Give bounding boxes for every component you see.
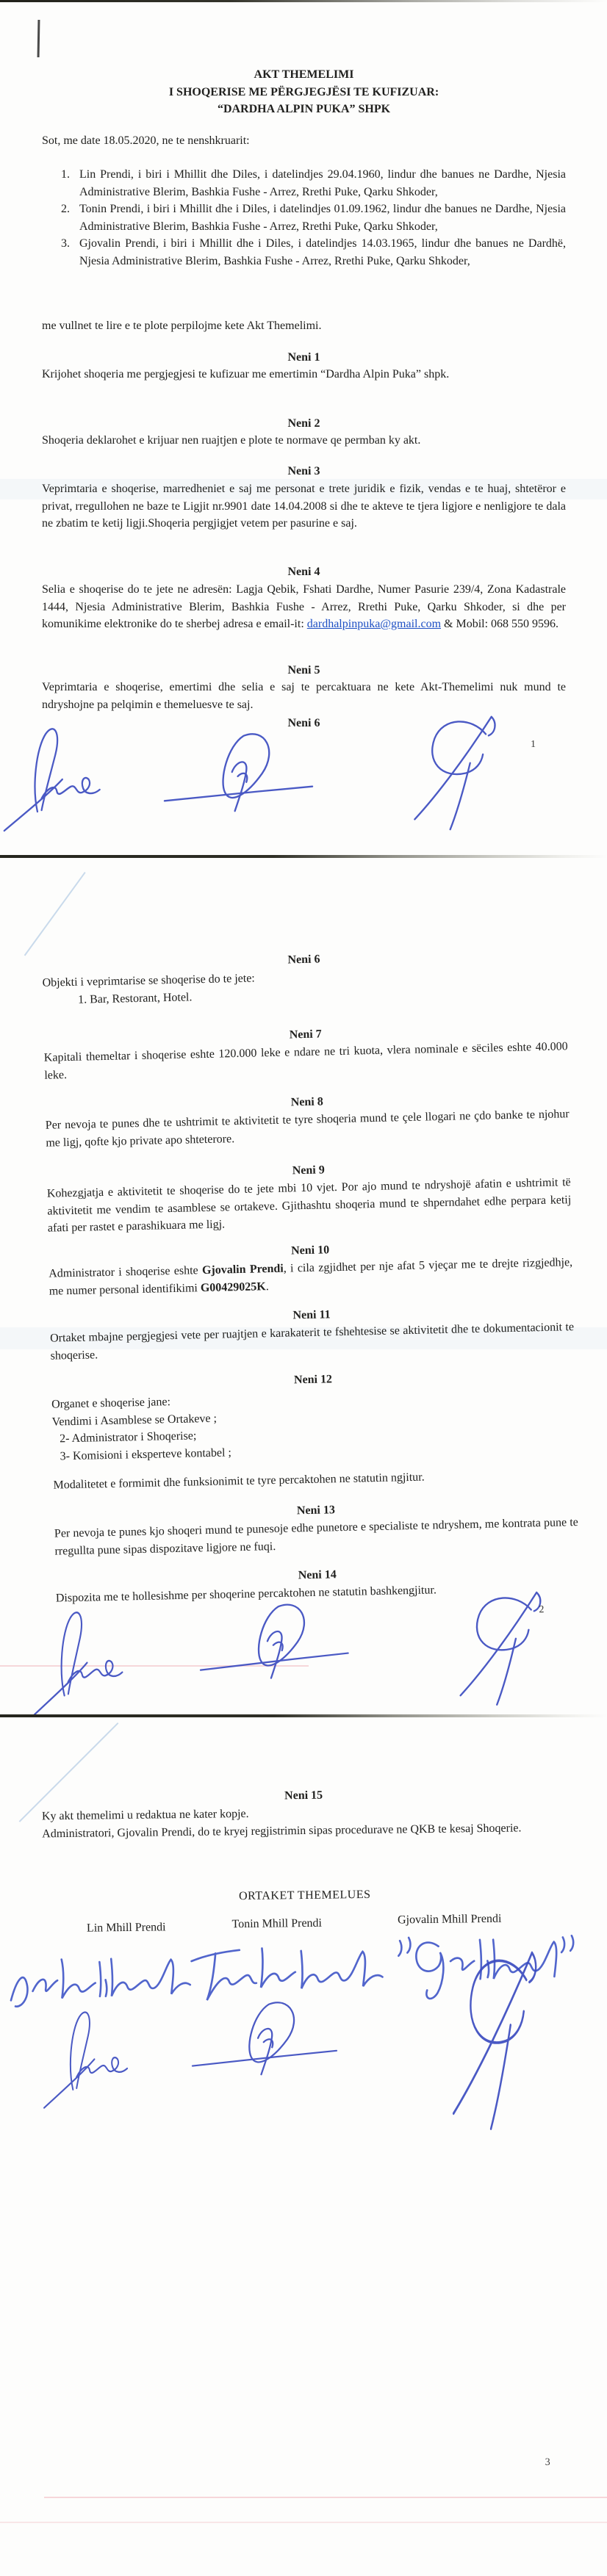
founder-text: Tonin Prendi, i biri i Mhillit dhe i Diles, i datelindjes 01.09.1962, lindur dhe banues ne Dardhe, Njesia Administrative Blerim, Bashkia Fushe - Arrez, Rrethi Puke, Qarku Shkoder, — [79, 203, 566, 233]
founder-text: Lin Prendi, i biri i Mhillit dhe Diles, i datelindjes 29.04.1960, lindur dhe banues ne Dardhe, Njesia Administrative Blerim, Bashkia Fushe - Arrez, Rrethi Puke, Qarku Shkoder, — [79, 168, 566, 198]
signature-founder-1-page-1 — [1, 724, 119, 834]
signature-founder-3-page-3 — [437, 1941, 550, 2140]
article-body-neni-12 — [51, 1385, 578, 1494]
signature-founder-2-page-1 — [163, 729, 314, 815]
article-body-neni-4 — [42, 581, 566, 633]
article-heading-neni-3: Neni 3 — [287, 465, 320, 477]
neni-4-text-start: Selia e shoqerise do te jete ne adresën: Lagja Qebik, Fshati Dardhe, Numer Pasurie 239/4, Zona Kadastrale 1444, Njesia Administrative Blerim, Bashkia Fushe - Arrez, Rrethi Puke, Qarku Shkoder, si dhe per komunikime elektronike do te sherbej adresa e email-it: — [42, 583, 566, 630]
scan-pen-mark-artifact — [37, 20, 40, 57]
founders-closing-line: me vullnet te lire e te plote perpilojme kete Akt Themelimi. — [42, 320, 322, 332]
founder-number: 1. — [61, 168, 70, 181]
neni-15-line-2: Administratori, Gjovalin Prendi, do te kryej regjistrimin sipas procedurave ne QKB te kesaj Shoqerie. — [42, 1822, 522, 1841]
article-body-neni-5: Veprimtaria e shoqerise, emertimi dhe selia e saj te percaktuara ne kete Akt-Themelimi nuk mund te ndryshojne pa pelqimin e themeluesve te saj. — [42, 681, 566, 711]
signature-founder-2-page-3 — [190, 1996, 338, 2079]
title-line-1: AKT THEMELIMI — [254, 68, 354, 81]
neni-10-text-2: , i cila zgjidhet per nje afat 5 vjeçar me te drejte rizgjedhje, me numer personal identifikimi — [49, 1256, 573, 1298]
typed-name-founder-3: Gjovalin Mhill Prendi — [397, 1912, 502, 1927]
typed-name-founder-2: Tonin Mhill Prendi — [231, 1916, 323, 1931]
neni-12-line-4: 3- Komisioni i eksperteve kontabel ; — [60, 1446, 232, 1462]
article-body-neni-14: Dispozita me te hollesishme per shoqerine percaktohen ne statutin bashkengjitur. — [55, 1584, 437, 1605]
article-body-neni-8: Per nevoja te punes dhe te ushtrimit te aktivitetit te tyre shoqeria mund te çele llogari ne çdo banke te njohur me ligj, qofte kjo private apo shteterore. — [45, 1108, 570, 1150]
page-1 — [0, 0, 607, 857]
scan-edge-artifact-top — [0, 0, 607, 2]
intro-line: Sot, me date 18.05.2020, ne te nenshkruarit: — [42, 134, 250, 147]
article-heading-neni-1: Neni 1 — [287, 351, 320, 364]
neni-6-intro: Objekti i veprimtarise se shoqerise do te jete: — [42, 972, 255, 989]
signature-founder-2-page-2 — [198, 1598, 350, 1684]
article-body-neni-11: Ortaket mbajne pergjegjesi vete per ruajtjen e karakaterit te fshehtesise se aktivitetit dhe te dokumentacionit te shoqerise. — [49, 1321, 575, 1363]
article-heading-neni-5: Neni 5 — [287, 664, 320, 677]
neni-12-line-3: 2- Administrator i Shoqerise; — [59, 1429, 197, 1446]
page-2 — [0, 857, 607, 1717]
article-heading-neni-13: Neni 13 — [296, 1504, 336, 1518]
neni-6-item-1: 1. Bar, Restorant, Hotel. — [77, 990, 193, 1006]
article-heading-neni-6: Neni 6 — [287, 953, 320, 967]
founder-item-1 — [42, 166, 566, 201]
neni-12-line-2: Vendimi i Asamblese se Ortakeve ; — [51, 1412, 218, 1429]
article-body-neni-3: Veprimtaria e shoqerise, marredheniet e saj me personat e trete juridik e fizik, vendas e te huaj, shtetëror e privat, rregullohen ne baze te Ligjit nr.9901 date 14.04.2008 si dhe te akteve te tjera ligjore e nenligjore te dala ne zbatim te ketij ligji.Shoqeria pergjigjet vetem per pasurine e saj. — [42, 483, 566, 530]
article-heading-neni-9: Neni 9 — [292, 1163, 325, 1177]
article-body-neni-7: Kapitali themeltar i shoqerise eshte 120.000 leke e ndare ne tri kuota, vlera nominale e sëciles eshte 40.000 leke. — [43, 1040, 568, 1082]
neni-12-line-1: Organet e shoqerise jane: — [51, 1396, 171, 1411]
signature-founder-1-page-3 — [40, 2007, 145, 2111]
neni-12-note: Modalitetet e formimit dhe funksionimit te tyre percaktohen ne statutin ngjitur. — [53, 1471, 425, 1492]
founder-number: 3. — [61, 237, 70, 250]
article-body-neni-13: Per nevoja te punes kjo shoqeri mund te punesoje edhe punetore e specialiste te ndryshem, me kontrata pune te rregullta pune sipas dispozitave ligjore ne fuqi. — [54, 1516, 578, 1558]
article-heading-neni-6-carryover: Neni 6 — [287, 717, 320, 729]
article-heading-neni-2: Neni 2 — [287, 417, 320, 430]
signature-founder-3-page-1 — [401, 710, 507, 836]
administrator-name: Gjovalin Prendi — [201, 1262, 284, 1277]
article-heading-neni-4: Neni 4 — [287, 566, 320, 578]
founders-section-heading: ORTAKET THEMELUES — [238, 1888, 371, 1903]
founder-text: Gjovalin Prendi, i biri i Mhillit dhe i Diles, i datelindjes 14.03.1965, lindur dhe banues ne Dardhë, Njesia Administrative Blerim, Bashkia Fushe - Arrez, Rrethi Puke, Qarku Shkoder, — [79, 237, 566, 267]
article-body-neni-9: Kohezgjatja e aktivitetit te shoqerise do te jete mbi 10 vjet. Por ajo mund te ndryshojë afatin e ushtrimit të aktivitetit me vendim te asamblese se ortakeve. Gjithashtu shoqeria mund te shperndahet edhe perpara ketij afati per rastet e parashikuara me ligj. — [46, 1176, 572, 1235]
page-number-2: 2 — [539, 1604, 545, 1616]
article-heading-neni-12: Neni 12 — [293, 1373, 333, 1387]
neni-15-line-1: Ky akt themelimi u redaktua ne kater kopje. — [41, 1807, 249, 1823]
article-body-neni-1: Krijohet shoqeria me pergjegjesi te kufizuar me emertimin “Dardha Alpin Puka” shpk. — [42, 368, 450, 380]
page-2-content — [0, 851, 607, 1723]
typed-name-founder-1: Lin Mhill Prendi — [86, 1921, 166, 1935]
page-number-3: 3 — [545, 2456, 550, 2469]
neni-4-text-end: & Mobil: 068 550 9596. — [441, 618, 559, 630]
article-heading-neni-7: Neni 7 — [289, 1028, 322, 1042]
founder-item-3 — [42, 235, 566, 270]
neni-10-text-3: . — [265, 1280, 269, 1293]
title-line-2: I SHOQERISE ME PËRGJEGJËSI TE KUFIZUAR: — [168, 85, 439, 98]
article-heading-neni-10: Neni 10 — [290, 1244, 330, 1258]
email-link: dardhalpinpuka@gmail.com — [306, 618, 442, 630]
document-title — [42, 66, 566, 118]
title-line-3: “DARDHA ALPIN PUKA” SHPK — [217, 103, 391, 115]
founders-list — [42, 166, 566, 270]
article-heading-neni-11: Neni 11 — [292, 1308, 331, 1322]
neni-10-text-1: Administrator i shoqerise eshte — [49, 1264, 203, 1280]
page-3-content — [0, 1713, 607, 2576]
article-heading-neni-15: Neni 15 — [284, 1789, 323, 1803]
article-heading-neni-14: Neni 14 — [298, 1568, 337, 1582]
page-number-1: 1 — [531, 739, 536, 750]
founder-item-2 — [42, 201, 566, 235]
personal-id: G00429025K — [200, 1280, 266, 1294]
article-body-neni-2: Shoqeria deklarohet e krijuar nen ruajtjen e plote te normave qe permban ky akt. — [42, 434, 421, 447]
article-heading-neni-8: Neni 8 — [290, 1095, 323, 1109]
founder-number: 2. — [61, 203, 70, 215]
signature-founder-1-page-2 — [29, 1606, 141, 1718]
page-3 — [0, 1717, 607, 2576]
